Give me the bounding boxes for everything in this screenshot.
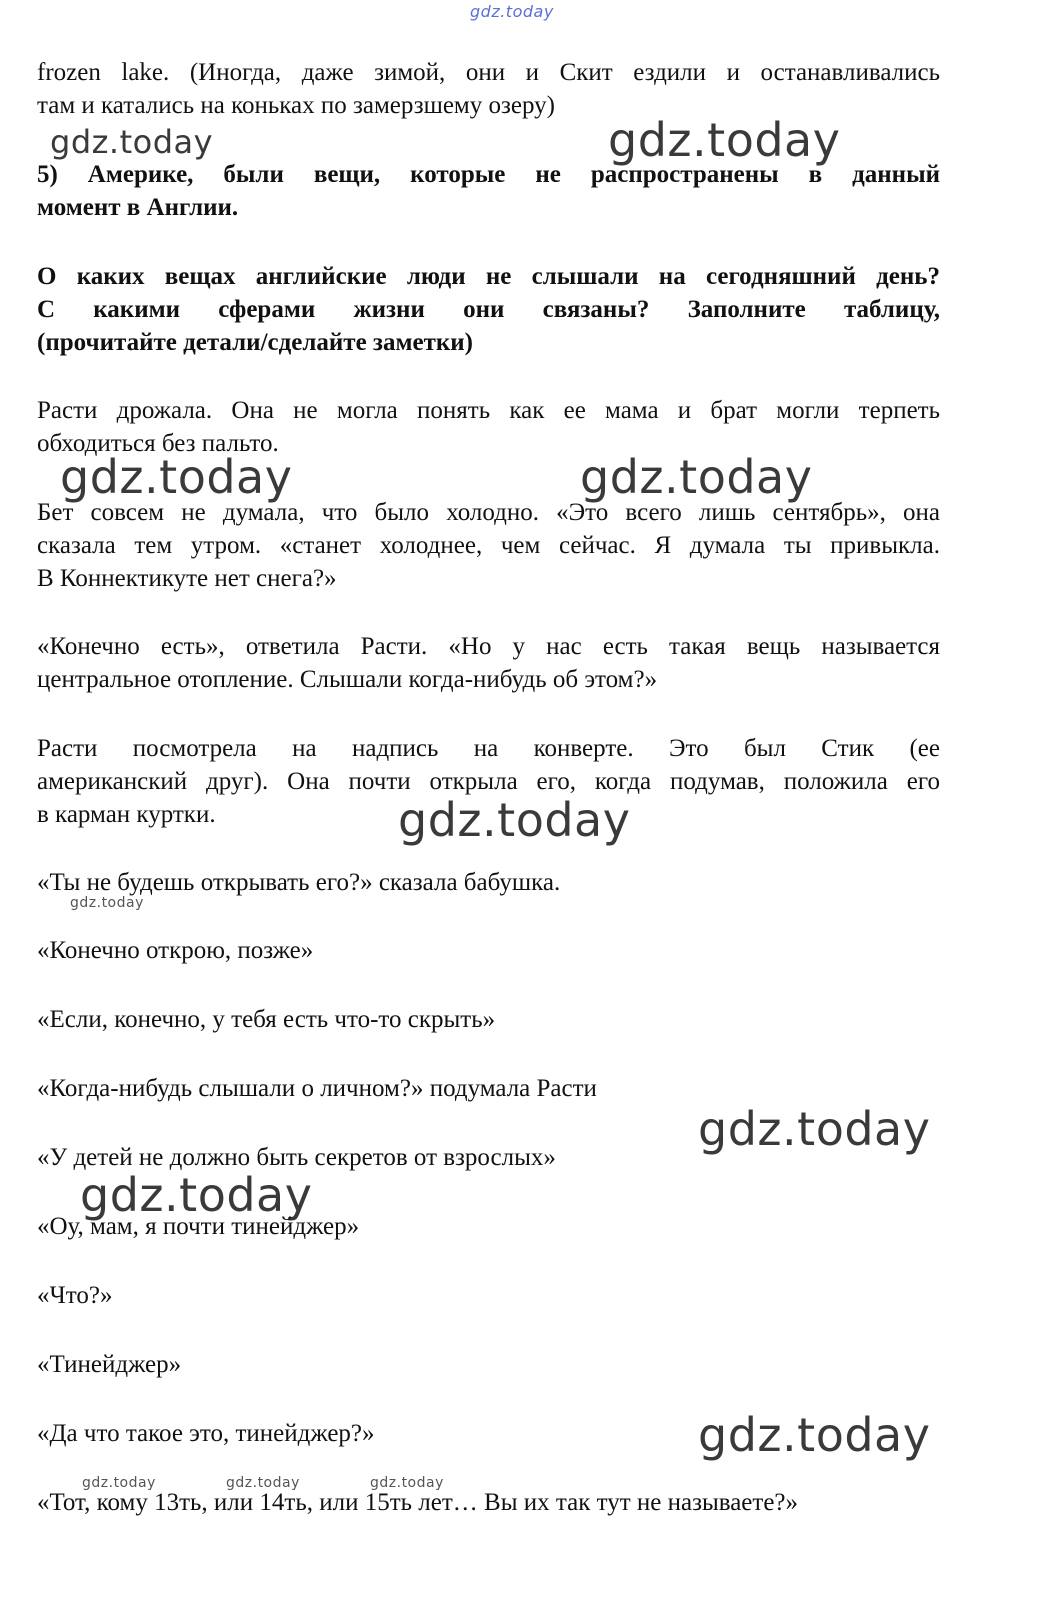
paragraph-central-heating: [37, 630, 940, 696]
paragraph-beth: [37, 496, 940, 595]
dialogue-line: «Да что такое это, тинейджер?»: [37, 1420, 375, 1447]
text-line: frozen lake. (Иногда, даже зимой, они и Скит ездили и останавливались: [37, 59, 940, 86]
watermark: gdz.today: [370, 1475, 444, 1491]
text-line: С какими сферами жизни они связаны? Заполните таблицу,: [37, 296, 940, 323]
dialogue-line: «Что?»: [37, 1282, 113, 1309]
text-line: Расти дрожала. Она не могла понять как ее мама и брат могли терпеть: [37, 397, 940, 424]
text-line: в карман куртки.: [37, 801, 216, 828]
text-line: В Коннектикуте нет снега?»: [37, 565, 337, 592]
watermark: gdz.today: [580, 450, 813, 504]
text-line: Расти посмотрела на надпись на конверте. Это был Стик (ее: [37, 735, 940, 762]
watermark: gdz.today: [82, 1475, 156, 1491]
paragraph-task-5: [37, 158, 940, 224]
text-line: обходиться без пальто.: [37, 430, 279, 457]
watermark: gdz.today: [226, 1475, 300, 1491]
dialogue-line: «Ты не будешь открывать его?» сказала бабушка.: [37, 869, 561, 896]
watermark: gdz.today: [70, 895, 144, 911]
dialogue-line: «Конечно открою, позже»: [37, 937, 314, 964]
paragraph-question: [37, 260, 940, 359]
watermark: gdz.today: [398, 793, 631, 847]
text-line: американский друг). Она почти открыла его, когда подумав, положила его: [37, 768, 940, 795]
watermark: gdz.today: [60, 450, 293, 504]
dialogue-line: «Тинейджер»: [37, 1351, 182, 1378]
watermark: gdz.today: [50, 123, 214, 161]
watermark: gdz.today: [698, 1102, 931, 1156]
text-line: момент в Англии.: [37, 194, 239, 221]
text-line: Бет совсем не думала, что было холодно. «Это всего лишь сентябрь», она: [37, 499, 940, 526]
text-line: центральное отопление. Слышали когда-нибудь об этом?»: [37, 666, 658, 693]
dialogue-line: «Когда-нибудь слышали о личном?» подумала Расти: [37, 1075, 597, 1102]
text-line: сказала тем утром. «станет холоднее, чем сейчас. Я думала ты привыкла.: [37, 532, 940, 559]
text-line: «Конечно есть», ответила Расти. «Но у нас есть такая вещь называется: [37, 633, 940, 660]
watermark-top: gdz.today: [470, 2, 554, 21]
watermark: gdz.today: [80, 1168, 313, 1222]
text-line: О каких вещах английские люди не слышали на сегодняшний день?: [37, 263, 940, 290]
dialogue-line: «Тот, кому 13ть, или 14ть, или 15ть лет… Вы их так тут не называете?»: [37, 1489, 799, 1516]
watermark: gdz.today: [608, 113, 841, 167]
dialogue-line: «Если, конечно, у тебя есть что-то скрыть»: [37, 1006, 496, 1033]
dialogue-line: «Оу, мам, я почти тинейджер»: [37, 1213, 360, 1240]
dialogue-line: «У детей не должно быть секретов от взрослых»: [37, 1144, 556, 1171]
text-line: там и катались на коньках по замерзшему озеру): [37, 92, 555, 119]
text-line: (прочитайте детали/сделайте заметки): [37, 329, 474, 356]
text-line: 5) Америке, были вещи, которые не распространены в данный: [37, 161, 940, 188]
watermark: gdz.today: [698, 1408, 931, 1462]
